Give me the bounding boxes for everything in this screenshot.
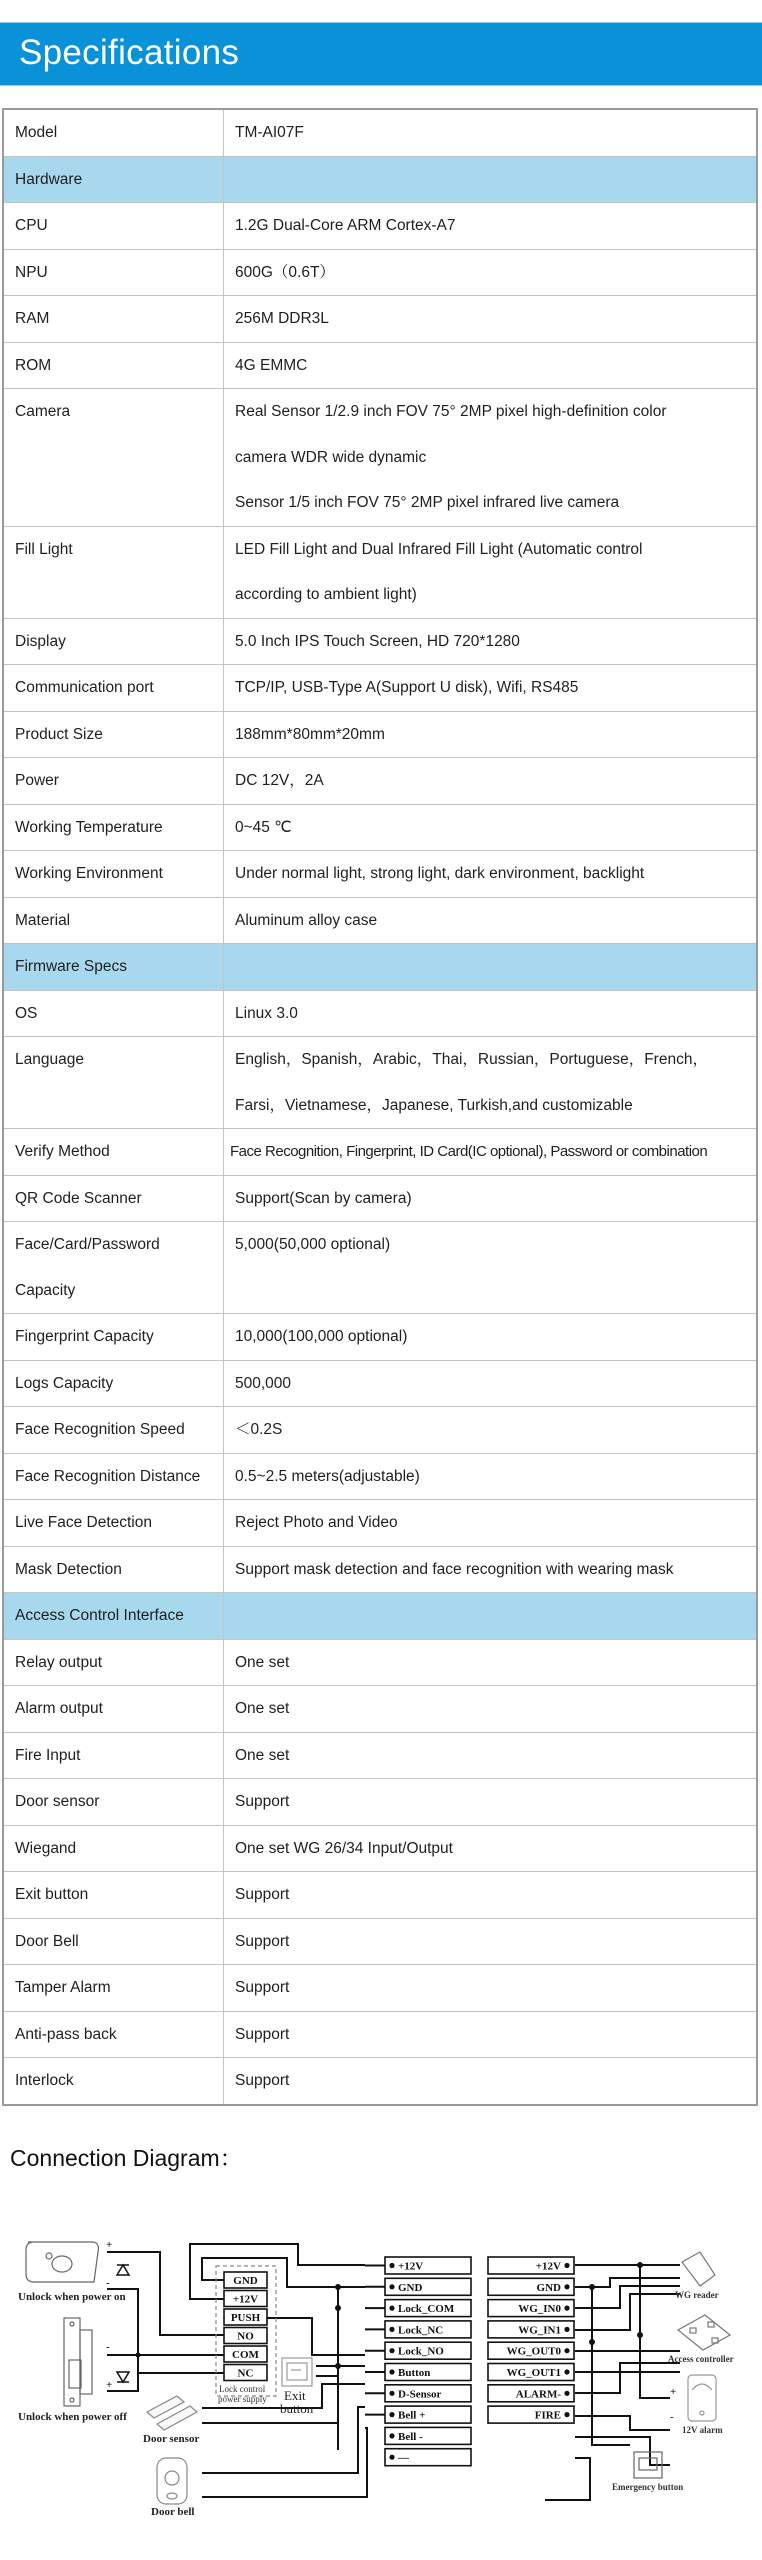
- table-row: [3, 342, 757, 389]
- section-header-row: [3, 156, 757, 203]
- spec-value: 188mm*80mm*20mm: [224, 711, 758, 758]
- terminal-right: [488, 2257, 574, 2274]
- terminal-right: [488, 2406, 574, 2423]
- table-row: [3, 2011, 757, 2058]
- spec-value: 600G（0.6T）: [224, 249, 758, 296]
- table-row: [3, 897, 757, 944]
- spec-value: One set: [224, 1732, 758, 1779]
- specifications-header: [0, 22, 762, 86]
- access-controller-label: Access controller: [668, 2354, 734, 2364]
- terminal-right: [488, 2321, 574, 2338]
- terminal-label: Button: [398, 2367, 431, 2379]
- spec-value: 256M DDR3L: [224, 296, 758, 343]
- spec-key: RAM: [3, 296, 224, 343]
- table-row: [3, 990, 757, 1037]
- polarity-label: +: [670, 2386, 677, 2398]
- spec-value: One set WG 26/34 Input/Output: [224, 1825, 758, 1872]
- spec-value: Support: [224, 1872, 758, 1919]
- table-row: [3, 1360, 757, 1407]
- spec-value: Support(Scan by camera): [224, 1175, 758, 1222]
- section-header-row: [3, 944, 757, 991]
- lock-supply-terminal: [224, 2291, 267, 2307]
- table-row: [3, 1825, 757, 1872]
- terminal-label: Lock_NC: [398, 2324, 444, 2337]
- spec-key: CPU: [3, 203, 224, 250]
- wg-reader-label: WG reader: [675, 2290, 719, 2300]
- terminal-label: PUSH: [230, 2312, 261, 2324]
- lock-supply-terminal: [224, 2272, 267, 2288]
- spec-key: Door Bell: [3, 1918, 224, 1965]
- terminal-label: NO: [237, 2330, 254, 2343]
- terminal-label: +12V: [232, 2293, 259, 2306]
- table-row: [3, 1037, 757, 1129]
- diode-icon: [117, 2372, 129, 2382]
- label-lock-power-on: Unlock when power on: [18, 2291, 126, 2303]
- spec-key: Display: [3, 618, 224, 665]
- spec-value-line: Farsi，Vietnamese，Japanese, Turkish,and customizable: [235, 1096, 633, 1114]
- spec-key: Material: [3, 897, 224, 944]
- spec-value: Support: [224, 1779, 758, 1826]
- spec-value-line: English，Spanish，Arabic，Thai，Russian，Portuguese，French，: [235, 1051, 708, 1068]
- page-title: Specifications: [19, 33, 240, 72]
- alarm-12v-label: 12V alarm: [682, 2425, 723, 2435]
- lock-supply-label: power supply: [218, 2394, 267, 2404]
- terminal-label: Lock_COM: [398, 2303, 455, 2316]
- terminal-dot: [564, 2348, 569, 2353]
- spec-key: Fill Light: [3, 526, 224, 618]
- terminal-label: Bell -: [398, 2430, 423, 2443]
- table-row: [3, 758, 757, 805]
- table-row: [3, 1500, 757, 1547]
- terminal-dot: [564, 2412, 569, 2417]
- terminal-right: [488, 2385, 574, 2402]
- terminal-right: [488, 2364, 574, 2381]
- terminal-dot: [389, 2412, 394, 2417]
- spec-key: [3, 1222, 224, 1314]
- spec-key-line: Capacity: [15, 1281, 76, 1299]
- emergency-button-label: Emergency button: [612, 2482, 684, 2492]
- alarm-12v-icon: [688, 2375, 716, 2421]
- table-row: [3, 1129, 757, 1176]
- table-row: [3, 1779, 757, 1826]
- spec-key: Power: [3, 758, 224, 805]
- terminal-dot: [389, 2327, 394, 2332]
- spec-value: Aluminum alloy case: [224, 897, 758, 944]
- terminal-label: +12V: [535, 2260, 561, 2273]
- spec-value: Support: [224, 2011, 758, 2058]
- table-row: [3, 1918, 757, 1965]
- spec-value: [224, 526, 758, 618]
- lock-supply-terminal: [224, 2365, 267, 2381]
- table-row: [3, 618, 757, 665]
- table-row: [3, 296, 757, 343]
- table-row: [3, 1732, 757, 1779]
- spec-key: Face Recognition Distance: [3, 1453, 224, 1500]
- table-row: [3, 1175, 757, 1222]
- terminal-dot: [389, 2391, 394, 2396]
- spec-value: 500,000: [224, 1360, 758, 1407]
- spec-key: QR Code Scanner: [3, 1175, 224, 1222]
- spec-value: ＜0.2S: [224, 1407, 758, 1454]
- spec-value: [224, 156, 758, 203]
- spec-value: Support mask detection and face recognition with wearing mask: [224, 1546, 758, 1593]
- polarity-label: +: [106, 2379, 113, 2391]
- spec-value: DC 12V，2A: [224, 758, 758, 805]
- spec-value: One set: [224, 1686, 758, 1733]
- power-off-lock-icon: [64, 2318, 92, 2406]
- table-row: [3, 1314, 757, 1361]
- terminal-dot: [389, 2455, 394, 2460]
- terminal-label: COM: [232, 2349, 259, 2361]
- terminal-label: Lock_NO: [398, 2345, 444, 2358]
- spec-value: One set: [224, 1639, 758, 1686]
- terminal-label: GND: [398, 2281, 423, 2294]
- terminal-label: GND: [536, 2281, 561, 2294]
- spec-key: Language: [3, 1037, 224, 1129]
- terminal-dot: [389, 2263, 394, 2268]
- table-row: [3, 389, 757, 527]
- terminal-label: WG_OUT0: [506, 2345, 561, 2358]
- spec-key: Wiegand: [3, 1825, 224, 1872]
- terminal-dot: [564, 2369, 569, 2374]
- door-sensor-label: Door sensor: [143, 2433, 200, 2445]
- table-row: [3, 804, 757, 851]
- table-row: [3, 1222, 757, 1314]
- specifications-table: [2, 108, 758, 2106]
- polarity-label: -: [106, 2277, 110, 2289]
- spec-key: Verify Method: [3, 1129, 224, 1176]
- door-bell-label: Door bell: [151, 2506, 195, 2518]
- table-row: [3, 1407, 757, 1454]
- spec-value-line: according to ambient light): [235, 586, 417, 603]
- terminal-right: [488, 2278, 574, 2295]
- connection-diagram: [0, 2220, 762, 2560]
- table-row: [3, 1639, 757, 1686]
- spec-key: Working Temperature: [3, 804, 224, 851]
- spec-key: Logs Capacity: [3, 1360, 224, 1407]
- spec-value: TCP/IP, USB-Type A(Support U disk), Wifi, RS485: [224, 665, 758, 712]
- terminal-left: [385, 2406, 471, 2423]
- spec-value: 0.5~2.5 meters(adjustable): [224, 1453, 758, 1500]
- table-row: [3, 711, 757, 758]
- terminal-dot: [564, 2263, 569, 2268]
- spec-key-line: Face/Card/Password: [15, 1236, 160, 1253]
- polarity-label: -: [670, 2411, 674, 2423]
- lock-supply-terminal: [224, 2346, 267, 2362]
- spec-value: Support: [224, 1965, 758, 2012]
- table-row: [3, 1872, 757, 1919]
- terminal-right: [488, 2342, 574, 2359]
- section-title: Access Control Interface: [3, 1593, 224, 1640]
- table-row: [3, 2058, 757, 2105]
- table-row: [3, 1686, 757, 1733]
- terminal-dot: [389, 2433, 394, 2438]
- terminal-left: [385, 2427, 471, 2444]
- spec-value: [224, 389, 758, 527]
- terminal-label: GND: [233, 2275, 258, 2287]
- spec-key: Tamper Alarm: [3, 1965, 224, 2012]
- terminal-dot: [564, 2306, 569, 2311]
- table-row: [3, 665, 757, 712]
- spec-value-line: Real Sensor 1/2.9 inch FOV 75° 2MP pixel high-definition color: [235, 403, 667, 420]
- lock-supply-terminal: [224, 2309, 267, 2325]
- power-on-lock-icon: [26, 2242, 98, 2282]
- terminal-left: [385, 2300, 471, 2317]
- terminal-label: WG_IN1: [518, 2324, 561, 2337]
- door-bell-icon: [157, 2458, 187, 2504]
- spec-key: Alarm output: [3, 1686, 224, 1733]
- spec-key: Exit button: [3, 1872, 224, 1919]
- lock-supply-label: Lock control: [219, 2384, 266, 2394]
- spec-key: NPU: [3, 249, 224, 296]
- terminal-left: [385, 2364, 471, 2381]
- spec-value: 5.0 Inch IPS Touch Screen, HD 720*1280: [224, 618, 758, 665]
- spec-key: Interlock: [3, 2058, 224, 2105]
- wg-reader-icon: [682, 2252, 715, 2286]
- terminal-label: D-Sensor: [398, 2388, 442, 2401]
- polarity-label: +: [106, 2239, 113, 2251]
- terminal-label: WG_IN0: [518, 2303, 561, 2316]
- terminal-label: Bell +: [398, 2409, 426, 2422]
- spec-value-line: LED Fill Light and Dual Infrared Fill Light (Automatic control: [235, 540, 643, 558]
- spec-key: Model: [3, 109, 224, 156]
- spec-value-line: camera WDR wide dynamic: [235, 448, 427, 466]
- spec-value: Under normal light, strong light, dark environment, backlight: [224, 851, 758, 898]
- spec-value: [224, 944, 758, 991]
- spec-key: Face Recognition Speed: [3, 1407, 224, 1454]
- terminal-dot: [564, 2327, 569, 2332]
- table-row: [3, 203, 757, 250]
- terminal-dot: [389, 2284, 394, 2289]
- section-title: Firmware Specs: [3, 944, 224, 991]
- spec-value-line: Sensor 1/5 inch FOV 75° 2MP pixel infrared live camera: [235, 494, 620, 511]
- terminal-dot: [389, 2306, 394, 2311]
- terminal-left: [385, 2257, 471, 2274]
- table-row: [3, 1546, 757, 1593]
- spec-key: Product Size: [3, 711, 224, 758]
- access-controller-icon: [678, 2315, 730, 2350]
- spec-value: 1.2G Dual-Core ARM Cortex-A7: [224, 203, 758, 250]
- spec-value: [224, 1593, 758, 1640]
- spec-key: ROM: [3, 342, 224, 389]
- spec-value: Linux 3.0: [224, 990, 758, 1037]
- spec-value: 10,000(100,000 optional): [224, 1314, 758, 1361]
- spec-key: Camera: [3, 389, 224, 527]
- spec-key: Communication port: [3, 665, 224, 712]
- polarity-label: -: [106, 2341, 110, 2353]
- lock-supply-terminal: [224, 2328, 267, 2344]
- spec-value: 4G EMMC: [224, 342, 758, 389]
- spec-value: Support: [224, 1918, 758, 1965]
- terminal-label: FIRE: [534, 2409, 561, 2422]
- terminal-right: [488, 2300, 574, 2317]
- terminal-label: +12V: [398, 2260, 424, 2273]
- table-row: [3, 851, 757, 898]
- spec-value: 5,000(50,000 optional): [224, 1222, 758, 1314]
- spec-value: 0~45 ℃: [224, 804, 758, 851]
- terminal-dot: [564, 2284, 569, 2289]
- spec-value: TM-AI07F: [224, 109, 758, 156]
- spec-key: Working Environment: [3, 851, 224, 898]
- table-row: [3, 109, 757, 156]
- terminal-left: [385, 2342, 471, 2359]
- exit-button-label: button: [280, 2401, 314, 2416]
- exit-button-label: Exit: [284, 2388, 306, 2403]
- diode-icon: [117, 2265, 129, 2275]
- table-row: [3, 1965, 757, 2012]
- terminal-dot: [564, 2391, 569, 2396]
- spec-value: Face Recognition, Fingerprint, ID Card(IC optional), Password or combination: [224, 1129, 758, 1176]
- table-row: [3, 526, 757, 618]
- spec-value: Support: [224, 2058, 758, 2105]
- spec-value: Reject Photo and Video: [224, 1500, 758, 1547]
- door-sensor-icon: [147, 2396, 197, 2430]
- spec-key: Fingerprint Capacity: [3, 1314, 224, 1361]
- spec-key: Mask Detection: [3, 1546, 224, 1593]
- exit-button-icon: [282, 2358, 312, 2386]
- terminal-left: [385, 2385, 471, 2402]
- terminal-left: [385, 2449, 471, 2466]
- terminal-label: NC: [237, 2367, 254, 2380]
- table-row: [3, 249, 757, 296]
- spec-key: Fire Input: [3, 1732, 224, 1779]
- spec-value: [224, 1037, 758, 1129]
- terminal-label: ALARM-: [515, 2388, 561, 2401]
- terminal-left: [385, 2278, 471, 2295]
- section-title: Hardware: [3, 156, 224, 203]
- section-header-row: [3, 1593, 757, 1640]
- spec-key: Door sensor: [3, 1779, 224, 1826]
- terminal-label: —: [398, 2452, 409, 2465]
- spec-key: Anti-pass back: [3, 2011, 224, 2058]
- spec-key: Relay output: [3, 1639, 224, 1686]
- spec-key: OS: [3, 990, 224, 1037]
- spec-key: Live Face Detection: [3, 1500, 224, 1547]
- connection-diagram-title: Connection Diagram：: [10, 2145, 243, 2171]
- terminal-left: [385, 2321, 471, 2338]
- label-lock-power-off: Unlock when power off: [18, 2411, 127, 2423]
- terminal-label: WG_OUT1: [506, 2367, 561, 2379]
- table-row: [3, 1453, 757, 1500]
- terminal-dot: [389, 2348, 394, 2353]
- terminal-dot: [389, 2369, 394, 2374]
